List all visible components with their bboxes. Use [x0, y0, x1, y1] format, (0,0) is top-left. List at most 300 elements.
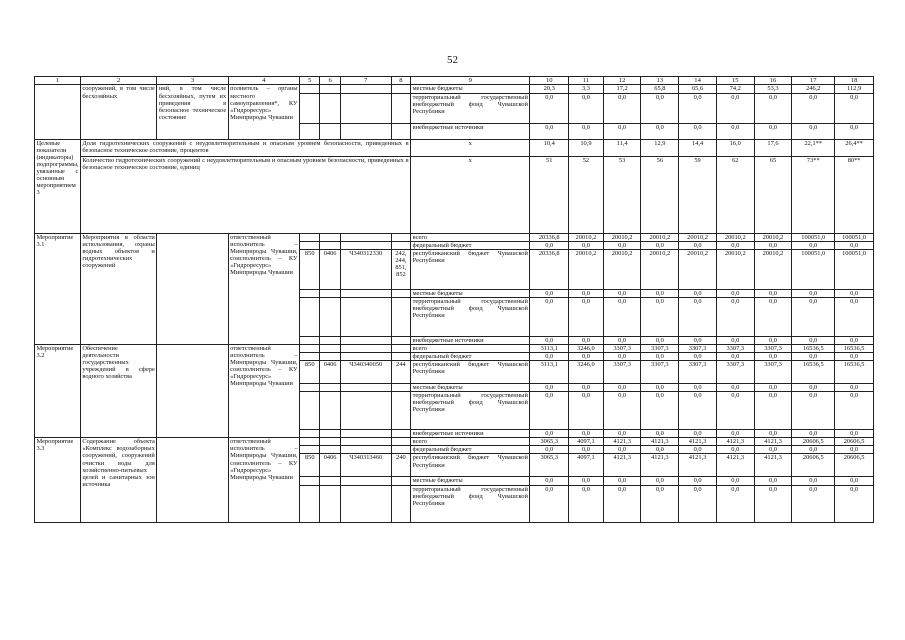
code-cell — [340, 241, 391, 249]
value-cell: 0,0 — [679, 336, 717, 344]
header-cell: 14 — [679, 77, 717, 85]
measure-name: Мероприятия в области использования, охраны водных объектов и гидротехнических сооружений — [80, 233, 156, 344]
value-cell: 0,0 — [792, 297, 835, 336]
value-cell: 20010,2 — [716, 249, 754, 289]
code-cell — [320, 344, 340, 352]
code-cell — [391, 352, 410, 360]
value-cell: 0,0 — [716, 93, 754, 123]
code-cell — [300, 446, 320, 454]
code-cell — [300, 93, 320, 123]
value-cell: 0,0 — [603, 336, 641, 344]
value-cell: 0,0 — [716, 123, 754, 139]
value-cell: 0,0 — [716, 241, 754, 249]
value-cell: 16536,5 — [835, 344, 874, 352]
value-cell: 4097,1 — [569, 438, 604, 446]
value-cell: 20010,2 — [679, 249, 717, 289]
value-cell: 0,0 — [792, 430, 835, 438]
source-label: территориальный государственный внебюджетный фонд Чувашской Республики — [411, 93, 530, 123]
value-cell: 0,0 — [792, 93, 835, 123]
value-cell: 0,0 — [754, 241, 792, 249]
value-cell: 10,4 — [530, 139, 569, 156]
value-cell: 0,0 — [641, 430, 679, 438]
value-cell: 0,0 — [835, 297, 874, 336]
value-cell: 0,0 — [530, 392, 569, 430]
value-cell: 20010,2 — [569, 249, 604, 289]
measure-id: Мероприятие 3.1 — [35, 233, 81, 344]
code-cell — [391, 85, 410, 93]
value-cell: 0,0 — [792, 123, 835, 139]
code-cell — [340, 384, 391, 392]
value-cell: 0,0 — [754, 352, 792, 360]
code-cell — [391, 384, 410, 392]
value-cell: 0,0 — [569, 446, 604, 454]
value-cell: 4121,3 — [754, 454, 792, 477]
budget-table — [34, 76, 874, 523]
value-cell: 3065,3 — [530, 438, 569, 446]
value-cell: 0,0 — [569, 123, 604, 139]
header-cell: 16 — [754, 77, 792, 85]
source-label: всего — [411, 344, 530, 352]
value-cell: 0,0 — [792, 446, 835, 454]
value-cell: 3065,3 — [530, 454, 569, 477]
value-cell: 3307,3 — [754, 344, 792, 352]
value-cell: 0,0 — [530, 446, 569, 454]
header-cell: 8 — [391, 77, 410, 85]
indicator-text: Доля гидротехнических сооружений с неудовлетворительным и опасным уровнем безопасности, приведенных в безопасное техническое состояние, процентов — [80, 139, 410, 156]
header-cell: 13 — [641, 77, 679, 85]
header-cell: 4 — [228, 77, 299, 85]
value-cell: 0,0 — [835, 289, 874, 297]
value-cell: 14,4 — [679, 139, 717, 156]
source-label: территориальный государственный внебюджетный фонд Чувашской Республики — [411, 297, 530, 336]
value-cell: 0,0 — [679, 352, 717, 360]
code-cell — [340, 352, 391, 360]
source-label: республиканский бюджет Чувашской Республики — [411, 361, 530, 384]
value-cell: 56 — [641, 156, 679, 233]
code-cell — [320, 477, 340, 485]
code-cell — [320, 289, 340, 297]
measure-executor: ответственный исполнитель – Минприроды Чувашии, соисполнитель – КУ «Гидроресурс» Минприроды Чувашии — [228, 438, 299, 522]
value-cell: 0,0 — [679, 384, 717, 392]
code-cell — [300, 384, 320, 392]
value-cell: 0,0 — [792, 384, 835, 392]
value-cell: 0,0 — [754, 430, 792, 438]
value-cell: 0,0 — [754, 93, 792, 123]
source-label: местные бюджеты — [411, 384, 530, 392]
value-cell: 0,0 — [603, 289, 641, 297]
value-cell: 20336,8 — [530, 249, 569, 289]
value-cell: 0,0 — [641, 123, 679, 139]
value-cell: 4121,3 — [679, 454, 717, 477]
value-cell: 3307,3 — [754, 361, 792, 384]
value-cell: 0,0 — [835, 241, 874, 249]
value-cell: 20336,8 — [530, 233, 569, 241]
value-cell: 0,0 — [641, 446, 679, 454]
code-cell — [340, 297, 391, 336]
code-cell — [391, 233, 410, 241]
header-cell: 18 — [835, 77, 874, 85]
value-cell: 16536,5 — [835, 361, 874, 384]
indicator-text: Количество гидротехнических сооружений с неудовлетворительным и опасным уровнем безопасности, приведенных в безопасное техническое состояние, единиц — [80, 156, 410, 233]
code-cell — [300, 297, 320, 336]
code-cell — [320, 430, 340, 438]
value-cell: 3307,3 — [641, 344, 679, 352]
value-cell: 16536,5 — [792, 361, 835, 384]
value-cell: 3113,1 — [530, 361, 569, 384]
value-cell: 3113,1 — [530, 344, 569, 352]
value-cell: 0,0 — [569, 241, 604, 249]
value-cell: 0,0 — [641, 297, 679, 336]
value-cell: 0,0 — [530, 93, 569, 123]
value-cell: 20010,2 — [603, 233, 641, 241]
value-cell: 20010,2 — [641, 249, 679, 289]
value-cell: 0,0 — [716, 446, 754, 454]
value-cell: 0,0 — [641, 289, 679, 297]
target-article-cell: Ч340313460 — [340, 454, 391, 477]
indicator-x: x — [411, 156, 530, 233]
gov-code-cell: 850 — [300, 249, 320, 289]
value-cell: 0,0 — [641, 384, 679, 392]
value-cell: 74,2 — [716, 85, 754, 93]
value-cell: 0,0 — [679, 297, 717, 336]
target-article-cell: Ч340340050 — [340, 361, 391, 384]
value-cell: 62 — [716, 156, 754, 233]
value-cell: 0,0 — [792, 352, 835, 360]
value-cell: 59 — [679, 156, 717, 233]
measure-task-cell — [157, 233, 228, 344]
value-cell: 4121,3 — [641, 438, 679, 446]
value-cell: 4121,3 — [603, 454, 641, 477]
value-cell: 3,3 — [569, 85, 604, 93]
code-cell — [391, 123, 410, 139]
value-cell: 0,0 — [641, 477, 679, 485]
value-cell: 0,0 — [569, 384, 604, 392]
value-cell: 0,0 — [530, 297, 569, 336]
code-cell — [391, 430, 410, 438]
value-cell: 100051,0 — [792, 249, 835, 289]
value-cell: 0,0 — [716, 384, 754, 392]
expense-type-cell: 240 — [391, 454, 410, 477]
value-cell: 0,0 — [569, 352, 604, 360]
source-label: местные бюджеты — [411, 477, 530, 485]
code-cell — [391, 477, 410, 485]
value-cell: 3307,3 — [716, 361, 754, 384]
source-label: республиканский бюджет Чувашской Республики — [411, 454, 530, 477]
value-cell: 0,0 — [754, 336, 792, 344]
code-cell — [320, 384, 340, 392]
source-label: федеральный бюджет — [411, 446, 530, 454]
value-cell: 53,3 — [754, 85, 792, 93]
code-cell — [340, 123, 391, 139]
value-cell: 17,6 — [754, 139, 792, 156]
value-cell: 0,0 — [679, 123, 717, 139]
value-cell: 65,6 — [679, 85, 717, 93]
indicators-label: Целевые показатели (индикаторы) подпрограммы, увязанные с основным мероприятием 3 — [35, 139, 81, 233]
value-cell: 20606,5 — [792, 454, 835, 477]
value-cell: 0,0 — [716, 297, 754, 336]
value-cell: 12,9 — [641, 139, 679, 156]
value-cell: 0,0 — [835, 93, 874, 123]
code-cell — [320, 297, 340, 336]
value-cell: 0,0 — [603, 123, 641, 139]
value-cell: 80** — [835, 156, 874, 233]
value-cell: 4121,3 — [679, 438, 717, 446]
value-cell: 0,0 — [603, 430, 641, 438]
value-cell: 0,0 — [603, 93, 641, 123]
source-label: территориальный государственный внебюджетный фонд Чувашской Республики — [411, 392, 530, 430]
code-cell — [340, 430, 391, 438]
header-cell: 5 — [300, 77, 320, 85]
source-label: внебюджетные источники — [411, 123, 530, 139]
header-cell: 15 — [716, 77, 754, 85]
value-cell: 26,4** — [835, 139, 874, 156]
value-cell: 0,0 — [679, 93, 717, 123]
value-cell: 0,0 — [603, 392, 641, 430]
value-cell: 0,0 — [679, 430, 717, 438]
value-cell: 112,9 — [835, 85, 874, 93]
value-cell: 0,0 — [530, 352, 569, 360]
section-code-cell: 0406 — [320, 361, 340, 384]
code-cell — [340, 289, 391, 297]
code-cell — [320, 85, 340, 93]
value-cell: 3307,3 — [679, 344, 717, 352]
header-cell: 11 — [569, 77, 604, 85]
value-cell: 0,0 — [530, 336, 569, 344]
value-cell: 0,0 — [679, 477, 717, 485]
value-cell: 0,0 — [569, 297, 604, 336]
table-row — [35, 438, 874, 446]
measure-id: Мероприятие 3.3 — [35, 438, 81, 522]
value-cell: 10,9 — [569, 139, 604, 156]
continued-task-cell: ний, в том числе бесхозяйных, путем их приведения в безопасное техническое состояние — [157, 85, 228, 139]
header-cell: 10 — [530, 77, 569, 85]
value-cell: 0,0 — [716, 392, 754, 430]
code-cell — [340, 485, 391, 522]
code-cell — [300, 289, 320, 297]
value-cell: 0,0 — [792, 336, 835, 344]
table-row — [35, 344, 874, 352]
value-cell: 16,0 — [716, 139, 754, 156]
value-cell: 0,0 — [754, 446, 792, 454]
value-cell: 0,0 — [754, 477, 792, 485]
value-cell: 0,0 — [569, 93, 604, 123]
code-cell — [300, 241, 320, 249]
value-cell: 4121,3 — [603, 438, 641, 446]
value-cell: 0,0 — [530, 477, 569, 485]
value-cell: 73** — [792, 156, 835, 233]
value-cell: 0,0 — [679, 289, 717, 297]
value-cell: 22,1** — [792, 139, 835, 156]
source-label: всего — [411, 438, 530, 446]
source-label: республиканский бюджет Чувашской Республики — [411, 249, 530, 289]
code-cell — [300, 352, 320, 360]
code-cell — [340, 344, 391, 352]
value-cell: 20010,2 — [679, 233, 717, 241]
code-cell — [320, 241, 340, 249]
code-cell — [391, 289, 410, 297]
value-cell: 3246,0 — [569, 361, 604, 384]
value-cell: 0,0 — [792, 289, 835, 297]
value-cell: 20010,2 — [569, 233, 604, 241]
value-cell: 0,0 — [716, 430, 754, 438]
code-cell — [391, 485, 410, 522]
value-cell: 0,0 — [569, 485, 604, 522]
measure-executor: ответственный исполнитель – Минприроды Чувашии, соисполнитель – КУ «Гидроресурс» Минприроды Чувашии — [228, 233, 299, 344]
value-cell: 0,0 — [641, 241, 679, 249]
code-cell — [340, 446, 391, 454]
expense-type-cell: 244 — [391, 361, 410, 384]
page-number: 52 — [447, 54, 458, 66]
value-cell: 17,2 — [603, 85, 641, 93]
code-cell — [300, 123, 320, 139]
measure-id: Мероприятие 3.2 — [35, 344, 81, 437]
value-cell: 53 — [603, 156, 641, 233]
code-cell — [300, 233, 320, 241]
source-label: федеральный бюджет — [411, 241, 530, 249]
value-cell: 0,0 — [530, 430, 569, 438]
value-cell: 3246,0 — [569, 344, 604, 352]
indicator-row — [35, 156, 874, 233]
code-cell — [320, 123, 340, 139]
code-cell — [300, 392, 320, 430]
section-code-cell: 0406 — [320, 249, 340, 289]
value-cell: 3307,3 — [603, 361, 641, 384]
value-cell: 0,0 — [835, 430, 874, 438]
code-cell — [300, 438, 320, 446]
code-cell — [391, 438, 410, 446]
value-cell: 0,0 — [792, 477, 835, 485]
header-cell: 9 — [411, 77, 530, 85]
header-cell: 17 — [792, 77, 835, 85]
value-cell: 0,0 — [641, 485, 679, 522]
table-row — [35, 233, 874, 241]
table-row — [35, 85, 874, 93]
measure-executor: ответственный исполнитель – Минприроды Чувашии, соисполнитель – КУ «Гидроресурс» Минприроды Чувашии — [228, 344, 299, 437]
value-cell: 0,0 — [679, 446, 717, 454]
code-cell — [340, 477, 391, 485]
value-cell: 0,0 — [641, 93, 679, 123]
code-cell — [300, 344, 320, 352]
value-cell: 0,0 — [716, 352, 754, 360]
indicator-x: x — [411, 139, 530, 156]
measure-name: Содержание объекта «Комплекс водозаборных сооружений, сооружений очистки воды для хозяйственно-питьевых целей и санитарных зон источника — [80, 438, 156, 522]
source-label: внебюджетные источники — [411, 336, 530, 344]
value-cell: 0,0 — [835, 477, 874, 485]
value-cell: 0,0 — [569, 392, 604, 430]
value-cell: 100051,0 — [835, 233, 874, 241]
code-cell — [340, 85, 391, 93]
value-cell: 0,0 — [569, 477, 604, 485]
value-cell: 4121,3 — [641, 454, 679, 477]
code-cell — [320, 93, 340, 123]
value-cell: 0,0 — [754, 289, 792, 297]
value-cell: 0,0 — [603, 241, 641, 249]
code-cell — [320, 352, 340, 360]
code-cell — [340, 93, 391, 123]
code-cell — [391, 93, 410, 123]
value-cell: 11,4 — [603, 139, 641, 156]
continued-id-cell — [35, 85, 81, 139]
value-cell: 0,0 — [754, 297, 792, 336]
value-cell: 20606,5 — [792, 438, 835, 446]
value-cell: 0,0 — [716, 336, 754, 344]
value-cell: 246,2 — [792, 85, 835, 93]
value-cell: 0,0 — [603, 485, 641, 522]
continued-name-cell: сооружений, в том числе бесхозяйных — [80, 85, 156, 139]
value-cell: 0,0 — [603, 297, 641, 336]
value-cell: 20010,2 — [754, 249, 792, 289]
value-cell: 4121,3 — [754, 438, 792, 446]
value-cell: 20010,2 — [754, 233, 792, 241]
value-cell: 0,0 — [530, 384, 569, 392]
value-cell: 20010,2 — [641, 233, 679, 241]
value-cell: 100051,0 — [792, 233, 835, 241]
value-cell: 0,0 — [754, 392, 792, 430]
value-cell: 0,0 — [530, 241, 569, 249]
code-cell — [340, 233, 391, 241]
code-cell — [391, 446, 410, 454]
code-cell — [320, 446, 340, 454]
value-cell: 4097,1 — [569, 454, 604, 477]
code-cell — [340, 336, 391, 344]
value-cell: 20,3 — [530, 85, 569, 93]
code-cell — [320, 233, 340, 241]
value-cell: 3307,3 — [679, 361, 717, 384]
code-cell — [391, 297, 410, 336]
section-code-cell: 0406 — [320, 454, 340, 477]
value-cell: 3307,3 — [603, 344, 641, 352]
expense-type-cell: 242, 244, 851, 852 — [391, 249, 410, 289]
value-cell: 0,0 — [530, 289, 569, 297]
value-cell: 65 — [754, 156, 792, 233]
value-cell: 20010,2 — [716, 233, 754, 241]
value-cell: 0,0 — [835, 352, 874, 360]
code-cell — [340, 392, 391, 430]
value-cell: 52 — [569, 156, 604, 233]
header-cell: 1 — [35, 77, 81, 85]
value-cell: 0,0 — [716, 485, 754, 522]
value-cell: 0,0 — [792, 241, 835, 249]
code-cell — [320, 336, 340, 344]
code-cell — [391, 392, 410, 430]
value-cell: 0,0 — [569, 289, 604, 297]
code-cell — [391, 344, 410, 352]
code-cell — [300, 485, 320, 522]
value-cell: 100051,0 — [835, 249, 874, 289]
measure-name: Обеспечение деятельности государственных учреждений в сфере водного хозяйства — [80, 344, 156, 437]
value-cell: 0,0 — [569, 430, 604, 438]
header-row — [35, 77, 874, 85]
value-cell: 0,0 — [835, 392, 874, 430]
source-label: территориальный государственный внебюджетный фонд Чувашской Республики — [411, 485, 530, 522]
value-cell: 0,0 — [603, 352, 641, 360]
value-cell: 0,0 — [603, 384, 641, 392]
value-cell: 3307,3 — [716, 344, 754, 352]
value-cell: 0,0 — [716, 289, 754, 297]
value-cell: 0,0 — [792, 392, 835, 430]
value-cell: 0,0 — [716, 477, 754, 485]
value-cell: 0,0 — [754, 485, 792, 522]
code-cell — [340, 438, 391, 446]
source-label: всего — [411, 233, 530, 241]
value-cell: 0,0 — [641, 352, 679, 360]
value-cell: 0,0 — [835, 446, 874, 454]
value-cell: 0,0 — [835, 123, 874, 139]
code-cell — [300, 430, 320, 438]
value-cell: 0,0 — [679, 485, 717, 522]
value-cell: 0,0 — [835, 485, 874, 522]
code-cell — [391, 241, 410, 249]
